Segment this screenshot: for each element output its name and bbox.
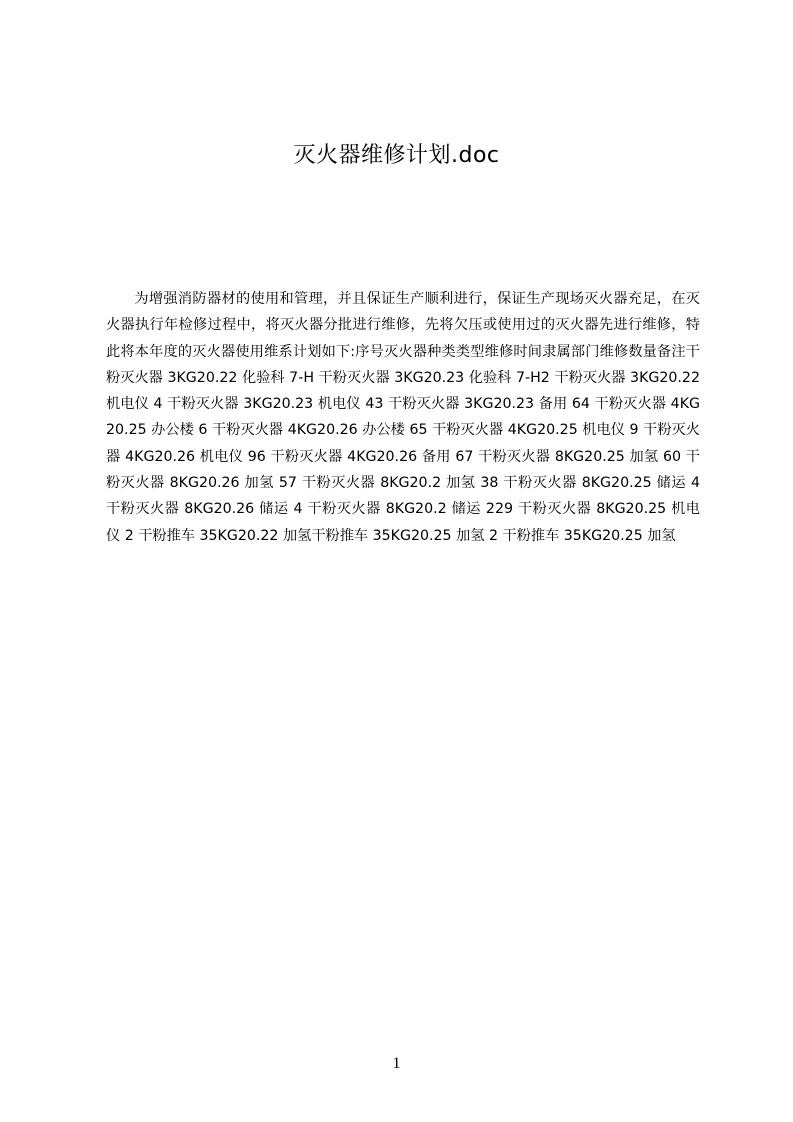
- body-paragraph: 为增强消防器材的使用和管理，并且保证生产顺利进行，保证生产现场灭火器充足，在灭火器执行年检修过程中，将灭火器分批进行维修，先将欠压或使用过的灭火器先进行维修，特此将本年度的灭火器使用维系计划如下:序号灭火器种类类型维修时间隶属部门维修数量备注干粉灭火器 3KG20.22 化验科 7-H 干粉灭火器 3KG20.23 化验科 7-H2 干粉灭火器 3KG20.22 机电仪 4 干粉灭火器 3KG20.23 机电仪 43 干粉灭火器 3KG20.23 备用 64 干粉灭火器 4KG20.25 办公楼 6 干粉灭火器 4KG20.26 办公楼 65 干粉灭火器 4KG20.25 机电仪 9 干粉灭火器 4KG20.26 机电仪 96 干粉灭火器 4KG20.26 备用 67 干粉灭火器 8KG20.25 加氢 60 干粉灭火器 8KG20.26 加氢 57 干粉灭火器 8KG20.2 加氢 38 干粉灭火器 8KG20.25 储运 4 干粉灭火器 8KG20.26 储运 4 干粉灭火器 8KG20.2 储运 229 干粉灭火器 8KG20.25 机电仪 2 干粉推车 35KG20.22 加氢干粉推车 35KG20.25 加氢 2 干粉推车 35KG20.25 加氢: [106, 291, 700, 544]
- page-number: 1: [392, 1055, 401, 1072]
- document-title: 灭火器维修计划.doc: [293, 143, 500, 168]
